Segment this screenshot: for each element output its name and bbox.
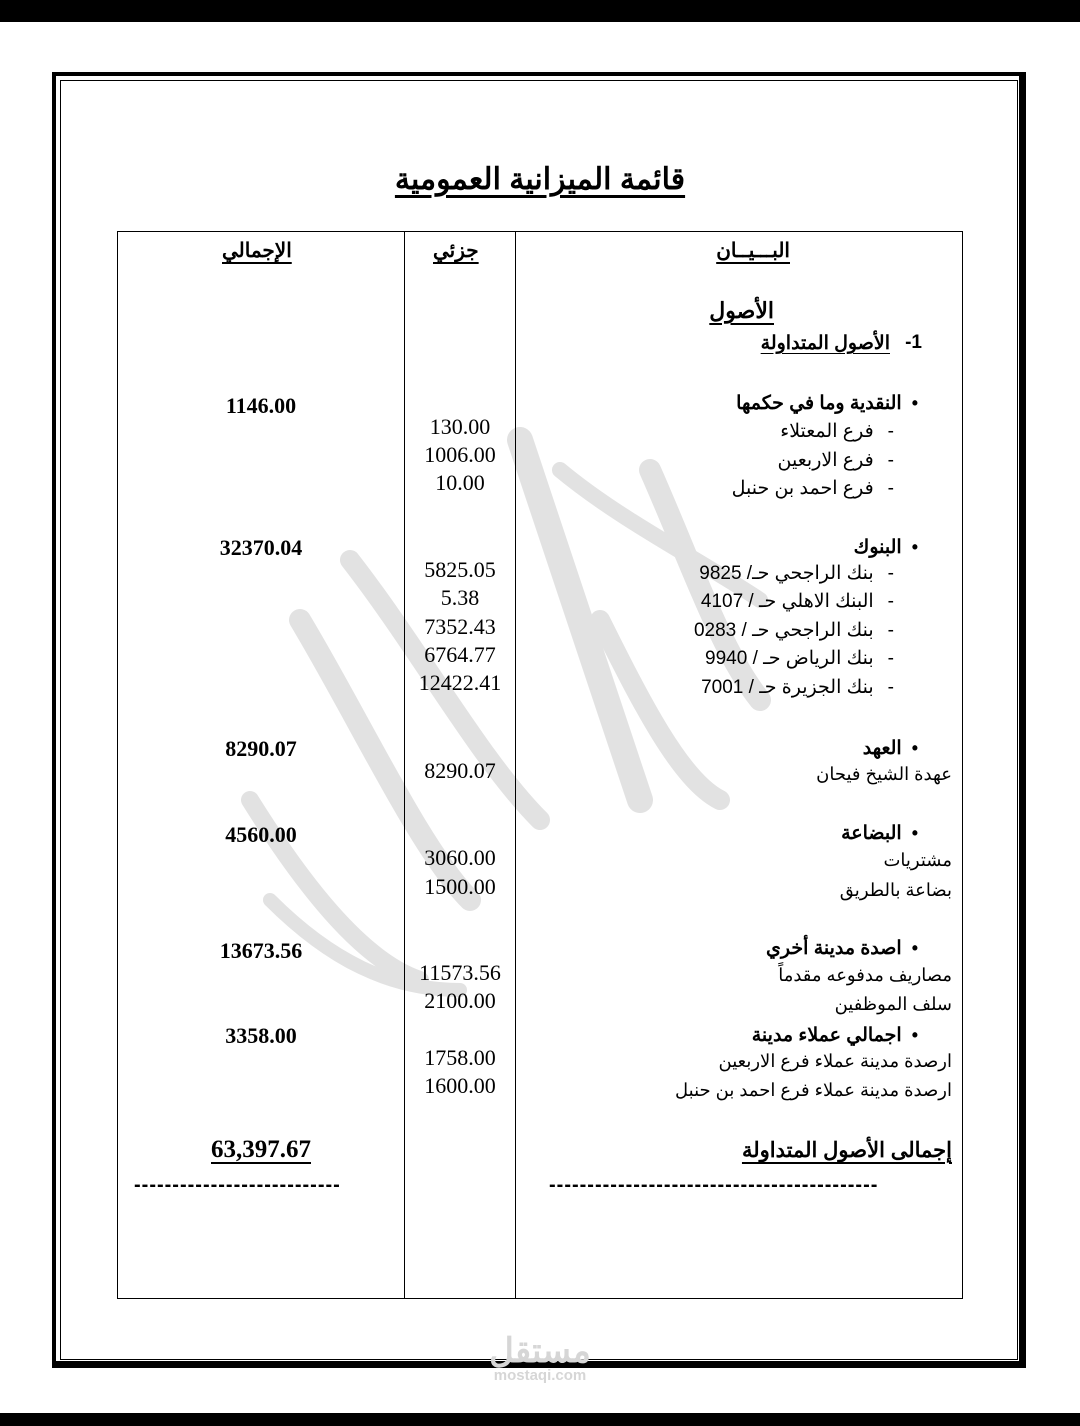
section-customers-total: 3358.00 bbox=[225, 1023, 297, 1048]
goods-item-value: 3060.00 bbox=[424, 845, 496, 870]
customers-item-value: 1758.00 bbox=[424, 1045, 496, 1070]
section-custody-total: 8290.07 bbox=[225, 736, 297, 761]
other-debit-item-value: 2100.00 bbox=[424, 988, 496, 1013]
current-assets-num: 1- bbox=[905, 332, 922, 353]
section-banks-title: • البنوك bbox=[854, 536, 918, 559]
section-other-debit-title: • اصدة مدينة أخري bbox=[766, 937, 918, 960]
section-customers-title: • اجمالي عملاء مدينة bbox=[752, 1024, 918, 1047]
goods-item-label: بضاعة بالطريق bbox=[839, 880, 952, 900]
other-debit-item-label: مصاريف مدفوعه مقدماً bbox=[778, 965, 952, 985]
column-divider-partial bbox=[515, 231, 516, 1299]
bank-item-label: - بنك الراجحي حـ/ 9825 bbox=[699, 562, 894, 585]
section-cash-title: • النقدية وما في حكمها bbox=[736, 392, 918, 415]
logo-site-text: mostaqi.com bbox=[493, 1367, 587, 1384]
section-cash-total: 1146.00 bbox=[225, 393, 297, 418]
top-black-bar bbox=[0, 0, 1080, 22]
other-debit-item-label: سلف الموظفين bbox=[834, 994, 952, 1014]
section-goods-title: • البضاعة bbox=[841, 822, 918, 845]
bottom-black-bar bbox=[0, 1413, 1080, 1426]
goods-item-label: مشتريات bbox=[883, 850, 952, 870]
total-current-assets-label: إجمالى الأصول المتداولة bbox=[741, 1139, 952, 1162]
section-custody-title: • العهد bbox=[863, 737, 918, 760]
cash-item-label: - فرع المعتلاء bbox=[780, 420, 894, 443]
bank-item-value: 5.38 bbox=[440, 585, 480, 610]
assets-title: الأصول bbox=[709, 298, 774, 323]
logo-arabic-text: مستقل bbox=[489, 1332, 591, 1370]
bank-item-label: - بنك الرياض حـ / 9940 bbox=[705, 647, 894, 670]
cash-item-value: 1006.00 bbox=[424, 442, 496, 467]
bank-item-label: - بنك الراجحي حـ / 0283 bbox=[694, 619, 894, 642]
customers-item-label: ارصدة مدينة عملاء فرع احمد بن حنبل bbox=[675, 1080, 952, 1100]
section-goods-total: 4560.00 bbox=[225, 822, 297, 847]
header-description: البـــيــان bbox=[716, 240, 790, 262]
header-total: الإجمالي bbox=[222, 240, 292, 262]
bank-item-value: 6764.77 bbox=[424, 642, 496, 667]
cash-item-value: 10.00 bbox=[435, 470, 485, 495]
bank-item-value: 12422.41 bbox=[418, 670, 502, 695]
custody-item-label: عهدة الشيخ فيحان bbox=[816, 764, 952, 784]
bank-item-label: - البنك الاهلي حـ / 4107 bbox=[701, 590, 894, 613]
header-partial: جزئي bbox=[433, 240, 479, 262]
bank-item-value: 7352.43 bbox=[424, 614, 496, 639]
cash-item-value: 130.00 bbox=[429, 414, 491, 439]
total-current-assets-value: 63,397.67 bbox=[211, 1136, 311, 1163]
page-title: قائمة الميزانية العمومية bbox=[394, 163, 686, 196]
separator-dashes-right: ------------------------------------------- bbox=[549, 1174, 879, 1196]
customers-item-label: ارصدة مدينة عملاء فرع الاربعين bbox=[718, 1051, 952, 1071]
bank-item-value: 5825.05 bbox=[424, 557, 496, 582]
bank-item-label: - بنك الجزيرة حـ / 7001 bbox=[701, 676, 894, 699]
customers-item-value: 1600.00 bbox=[424, 1073, 496, 1098]
cash-item-label: - فرع احمد بن حنبل bbox=[732, 477, 894, 500]
other-debit-item-value: 11573.56 bbox=[419, 960, 501, 985]
custody-item-value: 8290.07 bbox=[424, 758, 496, 783]
section-other-debit-total: 13673.56 bbox=[219, 938, 303, 963]
current-assets-title: الأصول المتداولة bbox=[760, 333, 890, 354]
separator-dashes-left: --------------------------- bbox=[134, 1174, 341, 1196]
section-banks-total: 32370.04 bbox=[219, 535, 303, 560]
mostaql-logo bbox=[440, 1334, 640, 1384]
cash-item-label: - فرع الاربعين bbox=[778, 449, 894, 472]
goods-item-value: 1500.00 bbox=[424, 874, 496, 899]
